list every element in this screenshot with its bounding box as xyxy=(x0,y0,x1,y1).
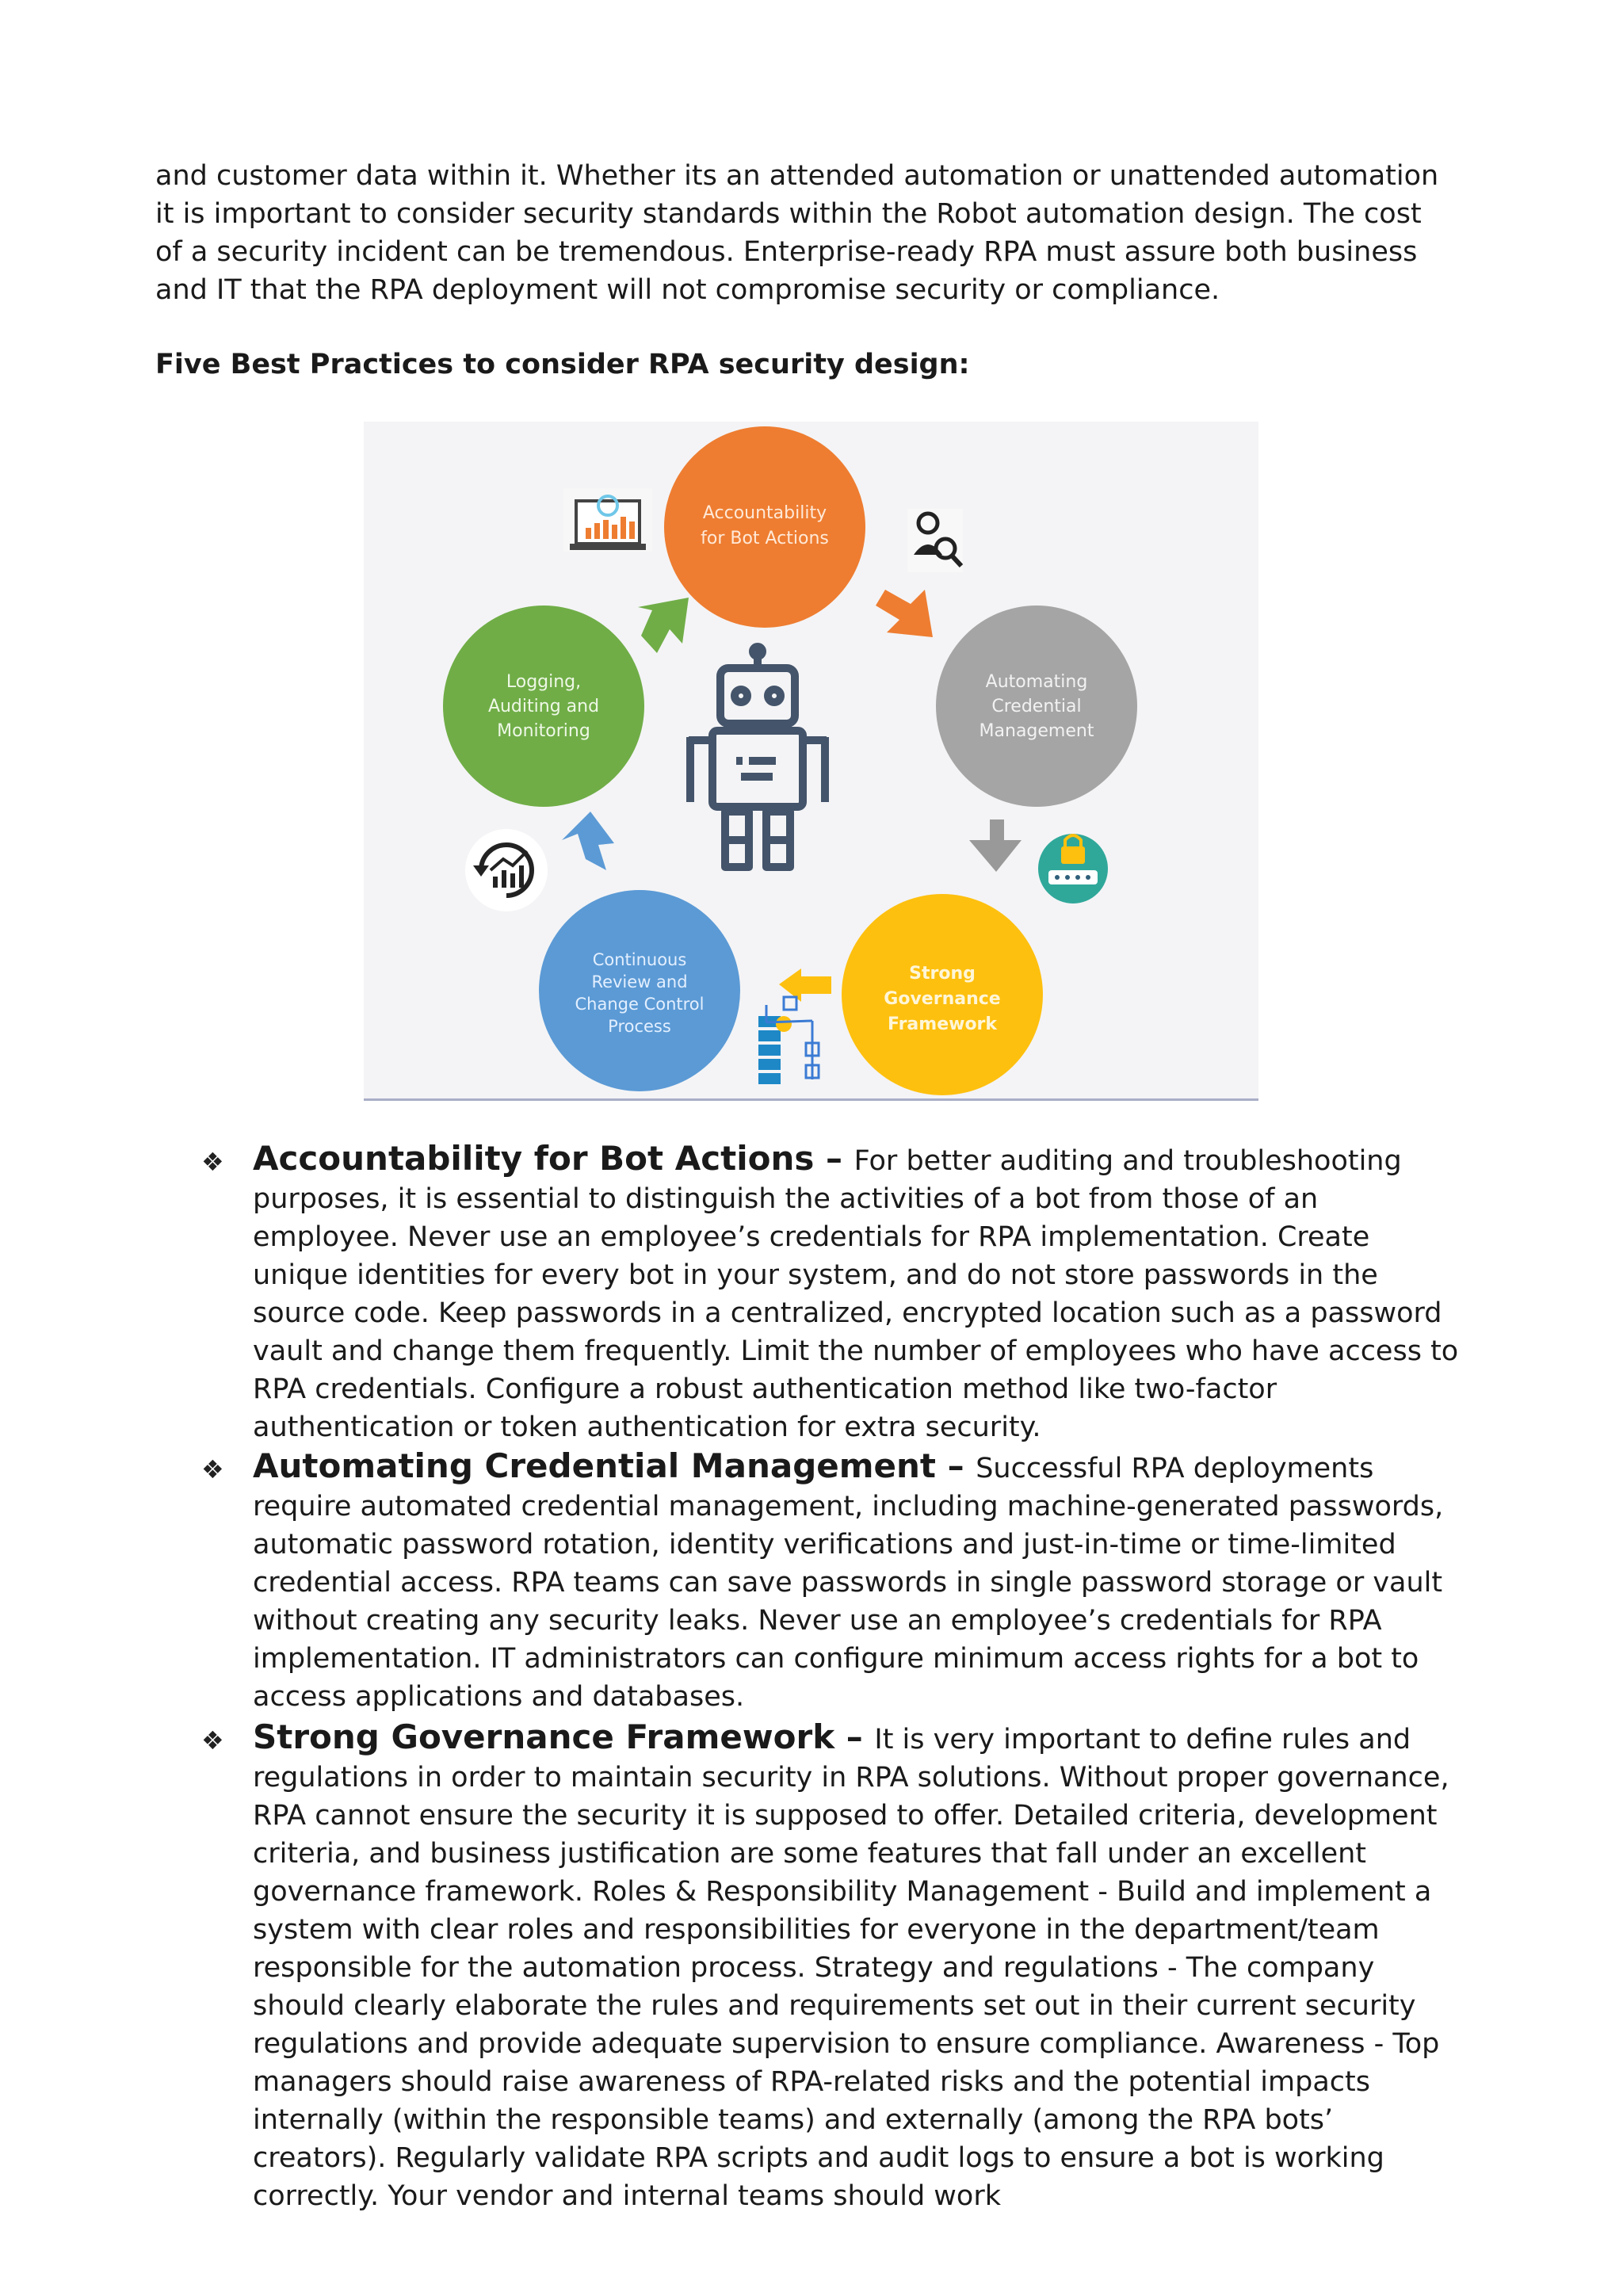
bullet-body: It is very important to define rules and regulations in order to maintain security in RPA solutions. Without proper governance, RPA cannot ensure the security it is supposed to offer. Detailed criteria, development criteria, and business justification are some features that fall under an excellent governance framework. Roles & Responsibility Management - Build and implement a system with clear roles and responsibilities for everyone in the department/team responsible for the automation process. Strategy and regulations - The company should clearly elaborate the rules and requirements set out in their current security regulations and provide adequate supervision to ensure compliance. Awareness - Top managers should raise awareness of RPA-related risks and the potential impacts internally (within the responsible teams) and externally (among the RPA bots’ creators). Regularly validate RPA scripts and audit logs to ensure a bot is working correctly. Your vendor and internal teams should work xyxy=(253,1724,1449,2212)
rpa-security-diagram xyxy=(364,422,1258,1101)
bullet-title: Strong Governance Framework xyxy=(253,1717,835,1756)
node-accountability-line2: for Bot Actions xyxy=(701,529,829,548)
node-logging xyxy=(443,606,644,807)
bullet-dash: – xyxy=(834,1717,875,1756)
bullet-body: Successful RPA deployments require automated credential management, including machine-generated passwords, automatic password rotation, identity verifications and just-in-time or time-limited credential access. RPA teams can save passwords in single password storage or vault without creating any security leaks. Never use an employee’s credentials for RPA implementation. IT administrators can configure minimum access rights for a bot to access applications and databases. xyxy=(253,1453,1444,1713)
node-governance-line1: Strong xyxy=(909,964,976,984)
bullet-marker: ❖ xyxy=(201,1454,224,1484)
node-continuous-review xyxy=(539,890,740,1091)
node-review-line2: Review and xyxy=(591,972,688,991)
arrow-blue-icon xyxy=(562,812,614,870)
workflow-server-icon xyxy=(758,997,819,1084)
node-governance xyxy=(842,894,1043,1095)
node-governance-line3: Framework xyxy=(887,1014,998,1034)
bullet-governance xyxy=(201,1718,1469,2215)
arrow-orange-icon xyxy=(876,590,933,637)
bullet-title: Automating Credential Management xyxy=(253,1446,936,1485)
bullet-body: For better auditing and troubleshooting purposes, it is essential to distinguish the activities of a bot from those of an employee. Never use an employee’s credentials for RPA implementation. Create unique identities for every bot in your system, and do not store passwords in the source code. Keep passwords in a centralized, encrypted location such as a password vault and change them frequently. Limit the number of employees who have access to RPA credentials. Configure a robust authentication method like two-factor authentication or token authentication for extra security. xyxy=(253,1145,1459,1443)
node-logging-line2: Auditing and xyxy=(487,697,600,716)
bullet-title: Accountability for Bot Actions xyxy=(253,1139,815,1178)
bullet-accountability xyxy=(201,1140,1469,1446)
node-review-line3: Change Control xyxy=(575,995,705,1014)
node-accountability-line1: Accountability xyxy=(702,503,827,523)
node-credential-line2: Credential xyxy=(991,697,1082,716)
node-governance-line2: Governance xyxy=(884,989,1001,1009)
bullet-dash: – xyxy=(814,1139,854,1178)
node-logging-line3: Monitoring xyxy=(497,721,590,741)
chart-refresh-icon xyxy=(465,829,548,911)
bullet-credential-management xyxy=(201,1447,1469,1716)
lock-password-icon xyxy=(1038,834,1108,904)
node-accountability xyxy=(664,426,865,628)
section-heading: Five Best Practices to consider RPA security design: xyxy=(155,349,970,380)
node-review-line1: Continuous xyxy=(592,950,687,969)
robot-icon xyxy=(689,647,827,867)
laptop-chart-icon xyxy=(563,488,652,552)
arrow-green-icon xyxy=(638,598,689,653)
bullet-marker: ❖ xyxy=(201,1147,224,1177)
node-review-line4: Process xyxy=(608,1017,671,1036)
node-credential-line1: Automating xyxy=(985,672,1088,692)
bullet-marker: ❖ xyxy=(201,1725,224,1755)
node-logging-line1: Logging, xyxy=(506,672,582,692)
arrow-gray-icon xyxy=(969,819,1022,872)
node-credential-line3: Management xyxy=(979,721,1094,741)
user-search-icon xyxy=(907,509,963,572)
bullet-dash: – xyxy=(935,1446,976,1485)
intro-paragraph: and customer data within it. Whether its an attended automation or unattended automation it is important to consider security standards within the Robot automation design. The cost of a security incident can be tremendous. Enterprise-ready RPA must assure both business and IT that the RPA deployment will not compromise security or compliance. xyxy=(155,160,1439,306)
node-credential xyxy=(936,606,1137,807)
